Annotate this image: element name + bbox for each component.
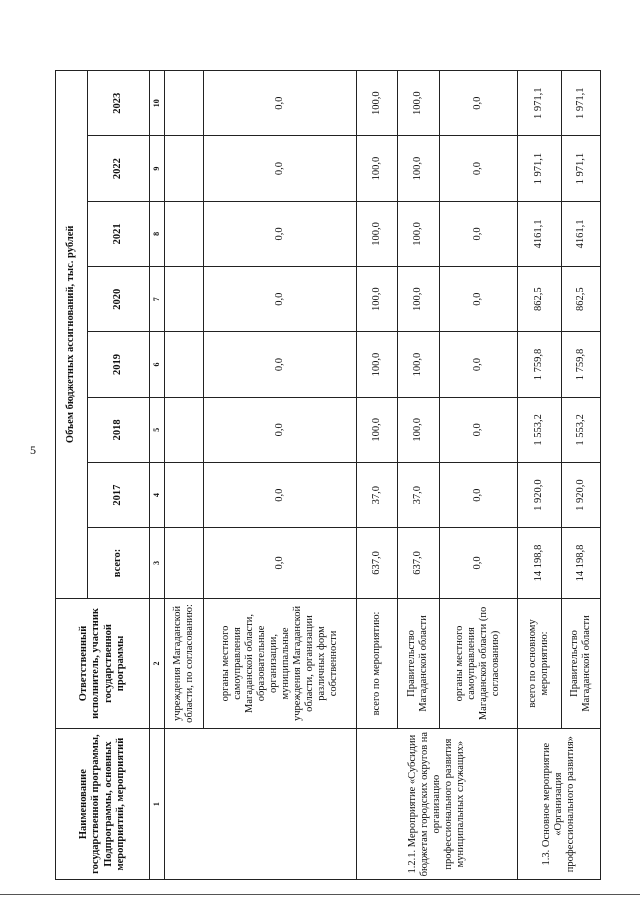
cell-value xyxy=(165,463,204,528)
column-number: 1 xyxy=(150,729,165,880)
column-number: 4 xyxy=(150,463,165,528)
cell-value: 0,0 xyxy=(439,201,517,266)
cell-value: 1 971,1 xyxy=(561,71,600,136)
cell-value: 0,0 xyxy=(439,528,517,598)
cell-value: 100,0 xyxy=(398,136,439,201)
cell-value: 14 198,8 xyxy=(518,528,562,598)
cell-value: 1 920,0 xyxy=(561,463,600,528)
column-number: 6 xyxy=(150,332,165,397)
row-executor: органы местного самоуправления Магаданской области, образовательные организации, муниципальные учреждения Магаданской области, организации различных форм собственности xyxy=(204,598,357,729)
cell-value: 0,0 xyxy=(204,397,357,462)
cell-value: 0,0 xyxy=(439,463,517,528)
row-program-name xyxy=(165,729,357,880)
header-year: 2023 xyxy=(88,71,150,136)
cell-value: 4161,1 xyxy=(518,201,562,266)
cell-value: 100,0 xyxy=(356,201,397,266)
table-row xyxy=(165,71,204,880)
cell-value: 862,5 xyxy=(518,267,562,332)
cell-value: 1 553,2 xyxy=(561,397,600,462)
row-executor: Правительство Магаданской области xyxy=(561,598,600,729)
cell-value: 0,0 xyxy=(439,332,517,397)
column-number: 9 xyxy=(150,136,165,201)
cell-value xyxy=(165,267,204,332)
cell-value xyxy=(165,332,204,397)
cell-value: 862,5 xyxy=(561,267,600,332)
cell-value: 1 553,2 xyxy=(518,397,562,462)
cell-value: 1 759,8 xyxy=(518,332,562,397)
cell-value: 1 920,0 xyxy=(518,463,562,528)
cell-value: 100,0 xyxy=(398,332,439,397)
row-executor: Правительство Магаданской области xyxy=(398,598,439,729)
budget-table xyxy=(55,70,601,880)
cell-value xyxy=(165,136,204,201)
cell-value: 1 971,1 xyxy=(561,136,600,201)
header-year: 2020 xyxy=(88,267,150,332)
cell-value: 100,0 xyxy=(356,267,397,332)
cell-value: 100,0 xyxy=(398,71,439,136)
cell-value: 0,0 xyxy=(439,397,517,462)
cell-value: 100,0 xyxy=(398,267,439,332)
cell-value: 100,0 xyxy=(356,136,397,201)
cell-value: 637,0 xyxy=(398,528,439,598)
cell-value: 4161,1 xyxy=(561,201,600,266)
cell-value: 100,0 xyxy=(398,397,439,462)
header-executor: Ответственный исполнитель, участник государственной программы xyxy=(56,598,150,729)
page-number: 5 xyxy=(30,443,36,457)
cell-value: 0,0 xyxy=(204,71,357,136)
cell-value xyxy=(165,528,204,598)
column-number: 8 xyxy=(150,201,165,266)
cell-value: 100,0 xyxy=(356,71,397,136)
cell-value: 100,0 xyxy=(356,332,397,397)
header-year: 2019 xyxy=(88,332,150,397)
cell-value: 1 971,1 xyxy=(518,136,562,201)
cell-value: 0,0 xyxy=(439,71,517,136)
cell-value: 0,0 xyxy=(439,267,517,332)
cell-value: 37,0 xyxy=(398,463,439,528)
row-executor: всего по основному мероприятию: xyxy=(518,598,562,729)
page-bottom-rule xyxy=(0,894,640,895)
row-program-name: 1.2.1. Мероприятие «Субсидии бюджетам городских округов на организацию профессионального развития муниципальных служащих» xyxy=(356,729,517,880)
cell-value: 0,0 xyxy=(204,201,357,266)
cell-value: 14 198,8 xyxy=(561,528,600,598)
cell-value: 0,0 xyxy=(439,136,517,201)
table-row xyxy=(518,71,562,880)
cell-value: 0,0 xyxy=(204,528,357,598)
header-year: 2022 xyxy=(88,136,150,201)
cell-value: 0,0 xyxy=(204,463,357,528)
cell-value: 100,0 xyxy=(398,201,439,266)
cell-value xyxy=(165,397,204,462)
cell-value: 0,0 xyxy=(204,267,357,332)
cell-value: 100,0 xyxy=(356,397,397,462)
row-executor: органы местного самоуправления Магаданской области (по согласованию) xyxy=(439,598,517,729)
cell-value: 37,0 xyxy=(356,463,397,528)
cell-value: 1 971,1 xyxy=(518,71,562,136)
cell-value xyxy=(165,71,204,136)
header-year: 2018 xyxy=(88,397,150,462)
header-year: 2021 xyxy=(88,201,150,266)
header-total: всего: xyxy=(88,528,150,598)
cell-value: 637,0 xyxy=(356,528,397,598)
row-executor: всего по мероприятию: xyxy=(356,598,397,729)
cell-value xyxy=(165,201,204,266)
table-row xyxy=(356,71,397,880)
column-number: 5 xyxy=(150,397,165,462)
header-program-name: Наименование государственной программы, Подпрограммы, основных мероприятий, мероприятий xyxy=(56,729,150,880)
header-year: 2017 xyxy=(88,463,150,528)
column-number: 2 xyxy=(150,598,165,729)
cell-value: 0,0 xyxy=(204,332,357,397)
cell-value: 1 759,8 xyxy=(561,332,600,397)
row-program-name: 1.3. Основное мероприятие «Организация профессионального развития» xyxy=(518,729,601,880)
column-number: 10 xyxy=(150,71,165,136)
cell-value: 0,0 xyxy=(204,136,357,201)
rotated-table-container xyxy=(55,70,601,880)
row-executor: учреждения Магаданской области, по согласованию: xyxy=(165,598,204,729)
column-number: 7 xyxy=(150,267,165,332)
column-number: 3 xyxy=(150,528,165,598)
header-budget-group: Объем бюджетных ассигнований, тыс. рублей xyxy=(56,71,88,599)
